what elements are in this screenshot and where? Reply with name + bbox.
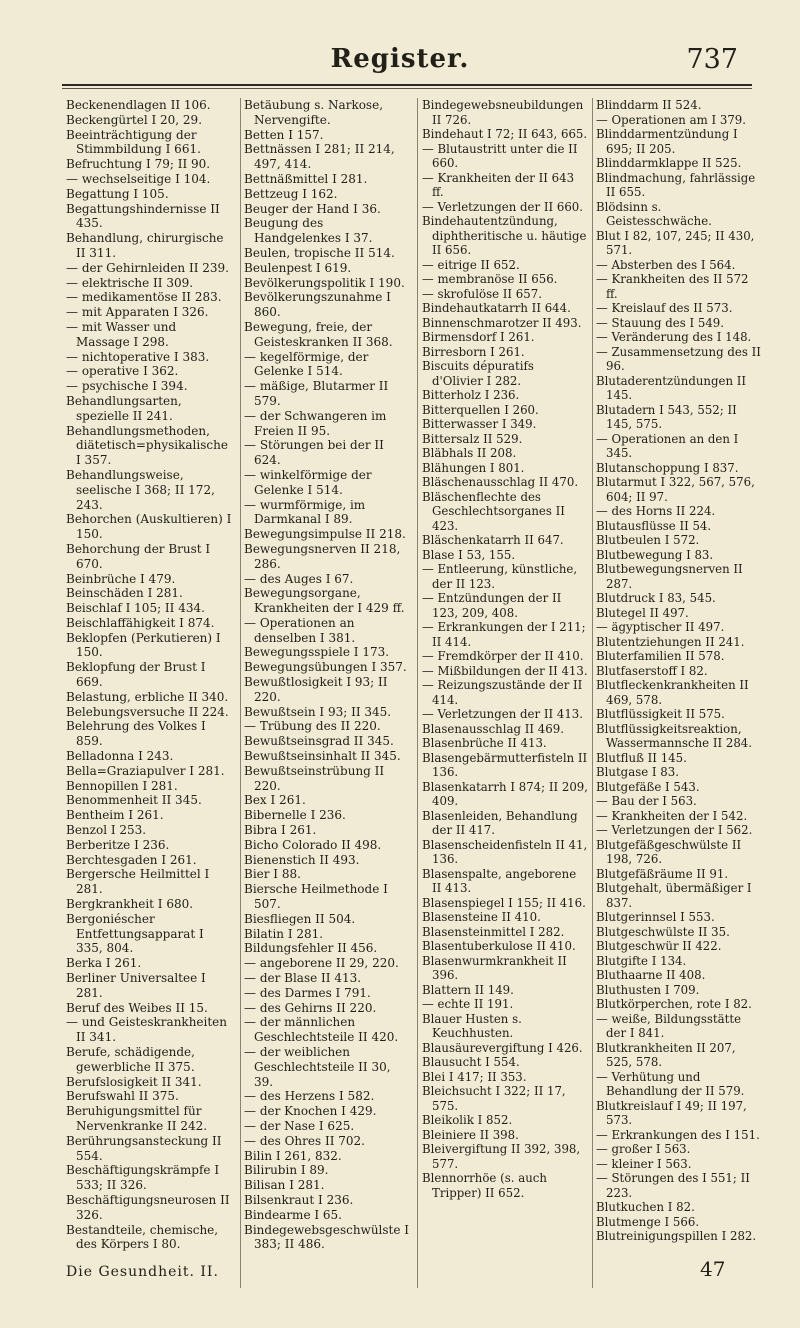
index-entry: Bittersalz II 529. [422, 431, 523, 446]
index-entry: — des Horns II 224. [596, 504, 716, 518]
index-entry: — Krankheiten der II 643 ff. [422, 170, 575, 199]
index-entry: Blasenscheidenfisteln II 41, 136. [422, 837, 588, 866]
index-entry: — Störungen bei der II 624. [244, 438, 384, 468]
index-entry: Bleichsucht I 322; II 17, 575. [422, 1084, 566, 1113]
index-entry: Behandlung, chirurgische II 311. [66, 231, 224, 260]
index-entry: Blutadern I 543, 552; II 145, 575. [596, 402, 737, 431]
index-entry: Bewußtseinstrübung II 220. [244, 763, 385, 793]
index-entry: Bewegungsübungen I 357. [244, 660, 407, 675]
index-entry: — mit Apparaten I 326. [66, 305, 209, 320]
index-entry: — psychische I 394. [66, 379, 188, 394]
index-entry: Beruhigungsmittel für Nervenkranke II 242. [66, 1104, 208, 1133]
index-entry: Bergoniéscher Entfettungsapparat I 335, 804. [66, 911, 204, 956]
index-entry: Berka I 261. [66, 956, 142, 971]
index-entry: Bindearme I 65. [244, 1207, 342, 1222]
index-entry: Berufslosigkeit II 341. [66, 1074, 202, 1089]
index-entry: Bestandteile, chemische, des Körpers I 80. [66, 1222, 219, 1252]
index-entry: — der weiblichen Geschlechtsteile II 30, 39. [244, 1045, 391, 1089]
index-entry: Biscuits dépuratifs d'Olivier I 282. [422, 359, 534, 388]
index-entry: — medikamentöse II 283. [66, 290, 222, 305]
index-entry: — Zusammensetzung des II 96. [596, 344, 761, 373]
index-entry: — Absterben des I 564. [596, 257, 736, 272]
index-entry: Bella=Graziapulver I 281. [66, 763, 225, 778]
index-entry: Behandlungsmethoden, diätetisch=physikalische I 357. [66, 423, 228, 468]
index-entry: — Mißbildungen der II 413. [422, 663, 588, 678]
index-entry: Beulenpest I 619. [244, 260, 352, 275]
index-entry: Bilin I 261, 832. [244, 1148, 342, 1163]
index-entry: Blindmachung, fahrlässige II 655. [596, 170, 756, 199]
index-entry: Bibra I 261. [244, 823, 317, 838]
index-entry: Bex I 261. [244, 793, 306, 808]
index-entry: Bleivergiftung II 392, 398, 577. [422, 1142, 581, 1171]
index-entry: Blutgefäßräume II 91. [596, 866, 729, 881]
index-entry: — skrofulöse II 657. [422, 286, 542, 301]
index-entry: Berchtesgaden I 261. [66, 852, 197, 867]
index-entry: Blutanschoppung I 837. [596, 460, 739, 475]
index-entry: Bicho Colorado II 498. [244, 837, 382, 852]
index-entry: — des Darmes I 791. [244, 985, 371, 1000]
index-entry: Bewußtseinsgrad II 345. [244, 734, 394, 749]
index-entry: Bläschenkatarrh II 647. [422, 533, 564, 547]
index-entry: Blutegel II 497. [596, 605, 689, 620]
index-entry: Blutgeschwülste II 35. [596, 924, 730, 939]
index-entry: Blähungen I 801. [422, 460, 525, 475]
index-entry: Blutgefäße I 543. [596, 779, 700, 794]
index-entry: Beuger der Hand I 36. [244, 201, 381, 216]
index-entry: Beinbrüche I 479. [66, 571, 176, 586]
index-entry: Berührungsansteckung II 554. [66, 1133, 222, 1163]
index-entry: Blutdruck I 83, 545. [596, 591, 716, 605]
index-entry: Bitterquellen I 260. [422, 402, 539, 417]
index-entry: — Bau der I 563. [596, 794, 697, 808]
index-entry: Bilirubin I 89. [244, 1163, 329, 1178]
index-entry: Berufe, schädigende, gewerbliche II 375. [66, 1045, 195, 1074]
index-entry: Beeinträchtigung der Stimmbildung I 661. [66, 127, 201, 157]
index-entry: Blutgefäßgeschwülste II 198, 726. [596, 837, 742, 866]
index-entry: — kegelförmige, der Gelenke I 514. [244, 349, 369, 379]
index-column-2 [244, 98, 410, 1252]
index-entry: — elektrische II 309. [66, 275, 194, 290]
index-entry: Blei I 417; II 353. [422, 1069, 527, 1084]
index-entry: Blutausflüsse II 54. [596, 518, 712, 533]
index-entry: Benzol I 253. [66, 823, 147, 838]
index-entry: Blutkrankheiten II 207, 525, 578. [596, 1040, 736, 1069]
index-entry: Bevölkerungspolitik I 190. [244, 275, 405, 290]
index-entry: Blutgifte I 134. [596, 953, 687, 968]
index-entry: — des Ohres II 702. [244, 1133, 365, 1148]
index-entry: Blase I 53, 155. [422, 547, 516, 562]
index-entry: Beklopfung der Brust I 669. [66, 660, 206, 690]
index-entry: Blasenkatarrh I 874; II 209, 409. [422, 779, 589, 808]
index-entry: Beinschäden I 281. [66, 586, 183, 601]
index-entry: Benommenheit II 345. [66, 793, 202, 808]
index-entry: — Verletzungen der I 562. [596, 823, 753, 837]
index-column-4 [596, 98, 762, 1244]
index-entry: Blennorrhöe (s. auch Tripper) II 652. [422, 1171, 547, 1200]
index-entry: Bettnässen I 281; II 214, 497, 414. [244, 142, 395, 172]
index-entry: Blattern II 149. [422, 982, 514, 997]
index-entry: Blutkreislauf I 49; II 197, 573. [596, 1098, 747, 1127]
index-entry: Blasenspalte, angeborene II 413. [422, 866, 577, 895]
index-entry: Behandlungsweise, seelische I 368; II 172, 243. [66, 467, 215, 512]
index-entry: Bewußtseinsinhalt II 345. [244, 749, 401, 764]
index-entry: — Reizungszustände der II 414. [422, 678, 583, 707]
index-entry: Blutkuchen I 82. [596, 1200, 695, 1214]
index-entry: Bitterholz I 236. [422, 388, 520, 402]
index-entry: Bilsenkraut I 236. [244, 1192, 354, 1207]
index-entry: Bewegung, freie, der Geisteskranken II 368. [244, 319, 393, 349]
index-entry: Blödsinn s. Geistesschwäche. [596, 199, 712, 228]
index-entry: Biesfliegen II 504. [244, 911, 356, 926]
index-entry: Birresborn I 261. [422, 344, 525, 359]
index-entry: Blasenspiegel I 155; II 416. [422, 895, 586, 910]
index-entry: Begattung I 105. [66, 186, 169, 201]
index-entry: Bleiniere II 398. [422, 1127, 519, 1142]
index-entry: — der Knochen I 429. [244, 1104, 377, 1119]
index-entry: Belastung, erbliche II 340. [66, 689, 229, 704]
index-entry: Bindegewebsneubildungen II 726. [422, 98, 584, 127]
index-entry: Blutfaserstoff I 82. [596, 663, 708, 678]
index-entry: — Operationen an denselben I 381. [244, 615, 356, 645]
index-entry: Blasentuberkulose II 410. [422, 939, 576, 953]
index-entry: Bilisan I 281. [244, 1178, 325, 1193]
index-entry: — echte II 191. [422, 997, 514, 1011]
index-entry: Bewegungsorgane, Krankheiten der I 429 ff. [244, 586, 405, 616]
index-entry: Bluthaarne II 408. [596, 968, 706, 982]
column-divider [592, 98, 593, 1288]
index-entry: Blinddarmklappe II 525. [596, 156, 742, 170]
index-entry: Bleikolik I 852. [422, 1113, 513, 1127]
index-entry: — mäßige, Blutarmer II 579. [244, 379, 389, 408]
index-entry: — Stauung des I 549. [596, 315, 724, 330]
index-entry: — Entleerung, künstliche, der II 123. [422, 562, 578, 591]
index-entry: Blutbewegungsnerven II 287. [596, 562, 743, 591]
index-entry: Blausäurevergiftung I 426. [422, 1040, 583, 1055]
index-entry: — membranöse II 656. [422, 272, 558, 286]
index-entry: Blutgase I 83. [596, 765, 679, 779]
index-entry: Befruchtung I 79; II 90. [66, 157, 211, 172]
index-entry: Blutbewegung I 83. [596, 547, 714, 562]
index-entry: Behorchung der Brust I 670. [66, 541, 211, 571]
index-entry: Biersche Heilmethode I 507. [244, 882, 388, 912]
index-entry: Blutreinigungspillen I 282. [596, 1229, 757, 1243]
index-entry: — und Geisteskrankheiten II 341. [66, 1015, 228, 1045]
index-entry: Blutgehalt, übermäßiger I 837. [596, 881, 752, 910]
index-entry: Blutflüssigkeitsreaktion, Wassermannsche II 284. [596, 721, 753, 750]
index-entry: Beischlaffähigkeit I 874. [66, 615, 215, 630]
column-divider [417, 98, 418, 1288]
index-entry: Blasenwurmkrankheit II 396. [422, 953, 567, 982]
index-entry: Bewegungsnerven II 218, 286. [244, 541, 401, 571]
index-entry: — mit Wasser und Massage I 298. [66, 319, 177, 349]
index-entry: — Krankheiten des II 572 ff. [596, 272, 749, 301]
index-entry: Bewegungsimpulse II 218. [244, 527, 406, 542]
index-entry: Beschäftigungskrämpfe I 533; II 326. [66, 1163, 220, 1193]
header-rule [62, 84, 752, 86]
index-entry: Blasenleiden, Behandlung der II 417. [422, 808, 578, 837]
index-entry: Bewußtlosigkeit I 93; II 220. [244, 675, 388, 704]
index-entry: — Erkrankungen der I 211; II 414. [422, 620, 586, 649]
index-entry: Bluthusten I 709. [596, 982, 700, 997]
index-entry: Bildungsfehler II 456. [244, 941, 378, 956]
index-entry: Bindehautentzündung, diphtheritische u. häutige II 656. [422, 214, 587, 257]
index-column-1 [66, 98, 232, 1252]
index-entry: Bennopillen I 281. [66, 778, 178, 793]
index-entry: Behandlungsarten, spezielle II 241. [66, 393, 182, 423]
index-entry: Bindehautkatarrh II 644. [422, 301, 571, 315]
column-divider [240, 98, 241, 1288]
index-entry: Bewegungsspiele I 173. [244, 645, 390, 660]
index-entry: Bewußtsein I 93; II 345. [244, 704, 392, 719]
index-entry: — Krankheiten der I 542. [596, 808, 748, 823]
index-entry: — des Herzens I 582. [244, 1089, 375, 1104]
index-entry: Blutaderentzündungen II 145. [596, 373, 747, 402]
index-entry: Binnenschmarotzer II 493. [422, 315, 582, 330]
index-entry: Blasensteine II 410. [422, 910, 541, 924]
index-entry: Bläschenflechte des Geschlechtsorganes II 423. [422, 489, 565, 533]
index-entry: Blasengebärmutterfisteln II 136. [422, 750, 588, 779]
index-entry: — eitrige II 652. [422, 257, 520, 272]
index-entry: Blutkörperchen, rote I 82. [596, 997, 752, 1011]
index-entry: — Kreislauf des II 573. [596, 301, 733, 315]
index-entry: — des Gehirns II 220. [244, 1000, 377, 1015]
index-entry: — Operationen am I 379. [596, 112, 747, 127]
index-entry: — nichtoperative I 383. [66, 349, 210, 364]
index-entry: Blut I 82, 107, 245; II 430, 571. [596, 228, 755, 257]
index-entry: Blutfluß II 145. [596, 750, 687, 765]
index-entry: — der Gehirnleiden II 239. [66, 260, 229, 275]
index-entry: — Verletzungen der II 660. [422, 199, 584, 214]
index-entry: — ägyptischer II 497. [596, 620, 725, 634]
index-entry: — der Schwangeren im Freien II 95. [244, 408, 387, 438]
index-entry: Blasenbrüche II 413. [422, 736, 547, 750]
page-title: Register. [330, 44, 470, 74]
index-entry: Bluterfamilien II 578. [596, 649, 725, 663]
index-entry: Birmensdorf I 261. [422, 330, 535, 344]
index-entry: Blutmenge I 566. [596, 1214, 700, 1229]
index-entry: Beruf des Weibes II 15. [66, 1000, 208, 1015]
index-entry: — Operationen an den I 345. [596, 431, 739, 460]
index-entry: — des Auges I 67. [244, 571, 354, 586]
index-entry: Beulen, tropische II 514. [244, 245, 395, 260]
index-entry: Bindehaut I 72; II 643, 665. [422, 127, 588, 141]
index-entry: Bienenstich II 493. [244, 852, 360, 867]
index-entry: Beckenendlagen II 106. [66, 98, 211, 112]
index-entry: — Verhütung und Behandlung der II 579. [596, 1069, 745, 1098]
index-entry: — Fremdkörper der II 410. [422, 649, 584, 663]
index-entry: Bibernelle I 236. [244, 808, 346, 823]
index-entry: — Veränderung des I 148. [596, 330, 752, 344]
index-entry: — Blutaustritt unter die II 660. [422, 141, 578, 170]
index-entry: Blausucht I 554. [422, 1055, 520, 1069]
index-entry: Bettnäßmittel I 281. [244, 171, 368, 186]
index-entry: Blinddarmentzündung I 695; II 205. [596, 127, 738, 156]
header-rule-thin [62, 88, 752, 89]
index-entry: Bindegewebsgeschwülste I 383; II 486. [244, 1222, 410, 1252]
index-entry: Bitterwasser I 349. [422, 417, 537, 431]
sheet-signature: 47 [700, 1257, 726, 1281]
index-entry: — angeborene II 29, 220. [244, 956, 399, 971]
index-entry: Bilatin I 281. [244, 926, 324, 941]
index-entry: — Entzündungen der II 123, 209, 408. [422, 591, 562, 620]
index-entry: — Störungen des I 551; II 223. [596, 1171, 750, 1200]
index-entry: Begattungshindernisse II 435. [66, 201, 220, 231]
index-entry: — wurmförmige, im Darmkanal I 89. [244, 497, 366, 527]
index-entry: Bentheim I 261. [66, 808, 164, 823]
index-entry: Bergkrankheit I 680. [66, 897, 194, 912]
index-entry: Beschäftigungsneurosen II 326. [66, 1192, 230, 1222]
footer-signature-line: Die Gesundheit. II. [66, 1264, 219, 1280]
index-entry: Berberitze I 236. [66, 837, 170, 852]
index-entry: Beischlaf I 105; II 434. [66, 601, 205, 616]
index-entry: — kleiner I 563. [596, 1156, 692, 1171]
index-entry: Belehrung des Volkes I 859. [66, 719, 206, 749]
index-entry: — der Nase I 625. [244, 1118, 355, 1133]
index-entry: Behorchen (Auskultieren) I 150. [66, 512, 232, 542]
index-column-3 [422, 98, 588, 1200]
index-entry: Bier I 88. [244, 867, 301, 882]
index-entry: Belebungsversuche II 224. [66, 704, 229, 719]
index-entry: Betten I 157. [244, 127, 324, 142]
index-entry: Blutarmut I 322, 567, 576, 604; II 97. [596, 475, 755, 504]
index-entry: Berufswahl II 375. [66, 1089, 179, 1104]
index-entry: Blasensteinmittel I 282. [422, 924, 565, 939]
index-entry: Beugung des Handgelenkes I 37. [244, 216, 373, 246]
index-entry: Berliner Universaltee I 281. [66, 971, 206, 1000]
index-entry: Blutfleckenkrankheiten II 469, 578. [596, 678, 749, 707]
index-entry: — der männlichen Geschlechtsteile II 420. [244, 1015, 399, 1045]
index-entry: Blutgerinnsel I 553. [596, 910, 715, 924]
index-entry: — operative I 362. [66, 364, 179, 379]
index-entry: — großer I 563. [596, 1142, 691, 1156]
index-entry: Betäubung s. Narkose, Nervengifte. [244, 98, 384, 127]
page-number: 737 [686, 44, 738, 75]
index-entry: — Erkrankungen des I 151. [596, 1127, 760, 1142]
index-entry: Beklopfen (Perkutieren) I 150. [66, 630, 221, 660]
index-entry: Bergersche Heilmittel I 281. [66, 867, 210, 897]
index-entry: Blasenausschlag II 469. [422, 721, 564, 736]
index-entry: — winkelförmige der Gelenke I 514. [244, 467, 372, 497]
index-entry: Bevölkerungszunahme I 860. [244, 290, 391, 320]
index-entry: — Trübung des II 220. [244, 719, 381, 734]
index-entry: Bläbhals II 208. [422, 446, 517, 460]
index-entry: Blauer Husten s. Keuchhusten. [422, 1011, 522, 1040]
index-entry: — der Blase II 413. [244, 971, 362, 986]
index-entry: Belladonna I 243. [66, 749, 174, 764]
index-entry: Bläschenausschlag II 470. [422, 475, 579, 489]
index-entry: Bettzeug I 162. [244, 186, 338, 201]
index-entry: Blutgeschwür II 422. [596, 939, 722, 953]
index-entry: — weiße, Bildungsstätte der I 841. [596, 1011, 742, 1040]
index-entry: Blutbeulen I 572. [596, 533, 700, 547]
index-entry: Blinddarm II 524. [596, 98, 702, 112]
index-entry: Blutflüssigkeit II 575. [596, 707, 725, 721]
index-entry: — wechselseitige I 104. [66, 171, 211, 186]
index-entry: Beckengürtel I 20, 29. [66, 112, 203, 127]
index-entry: — Verletzungen der II 413. [422, 707, 584, 721]
index-entry: Blutentziehungen II 241. [596, 634, 745, 649]
